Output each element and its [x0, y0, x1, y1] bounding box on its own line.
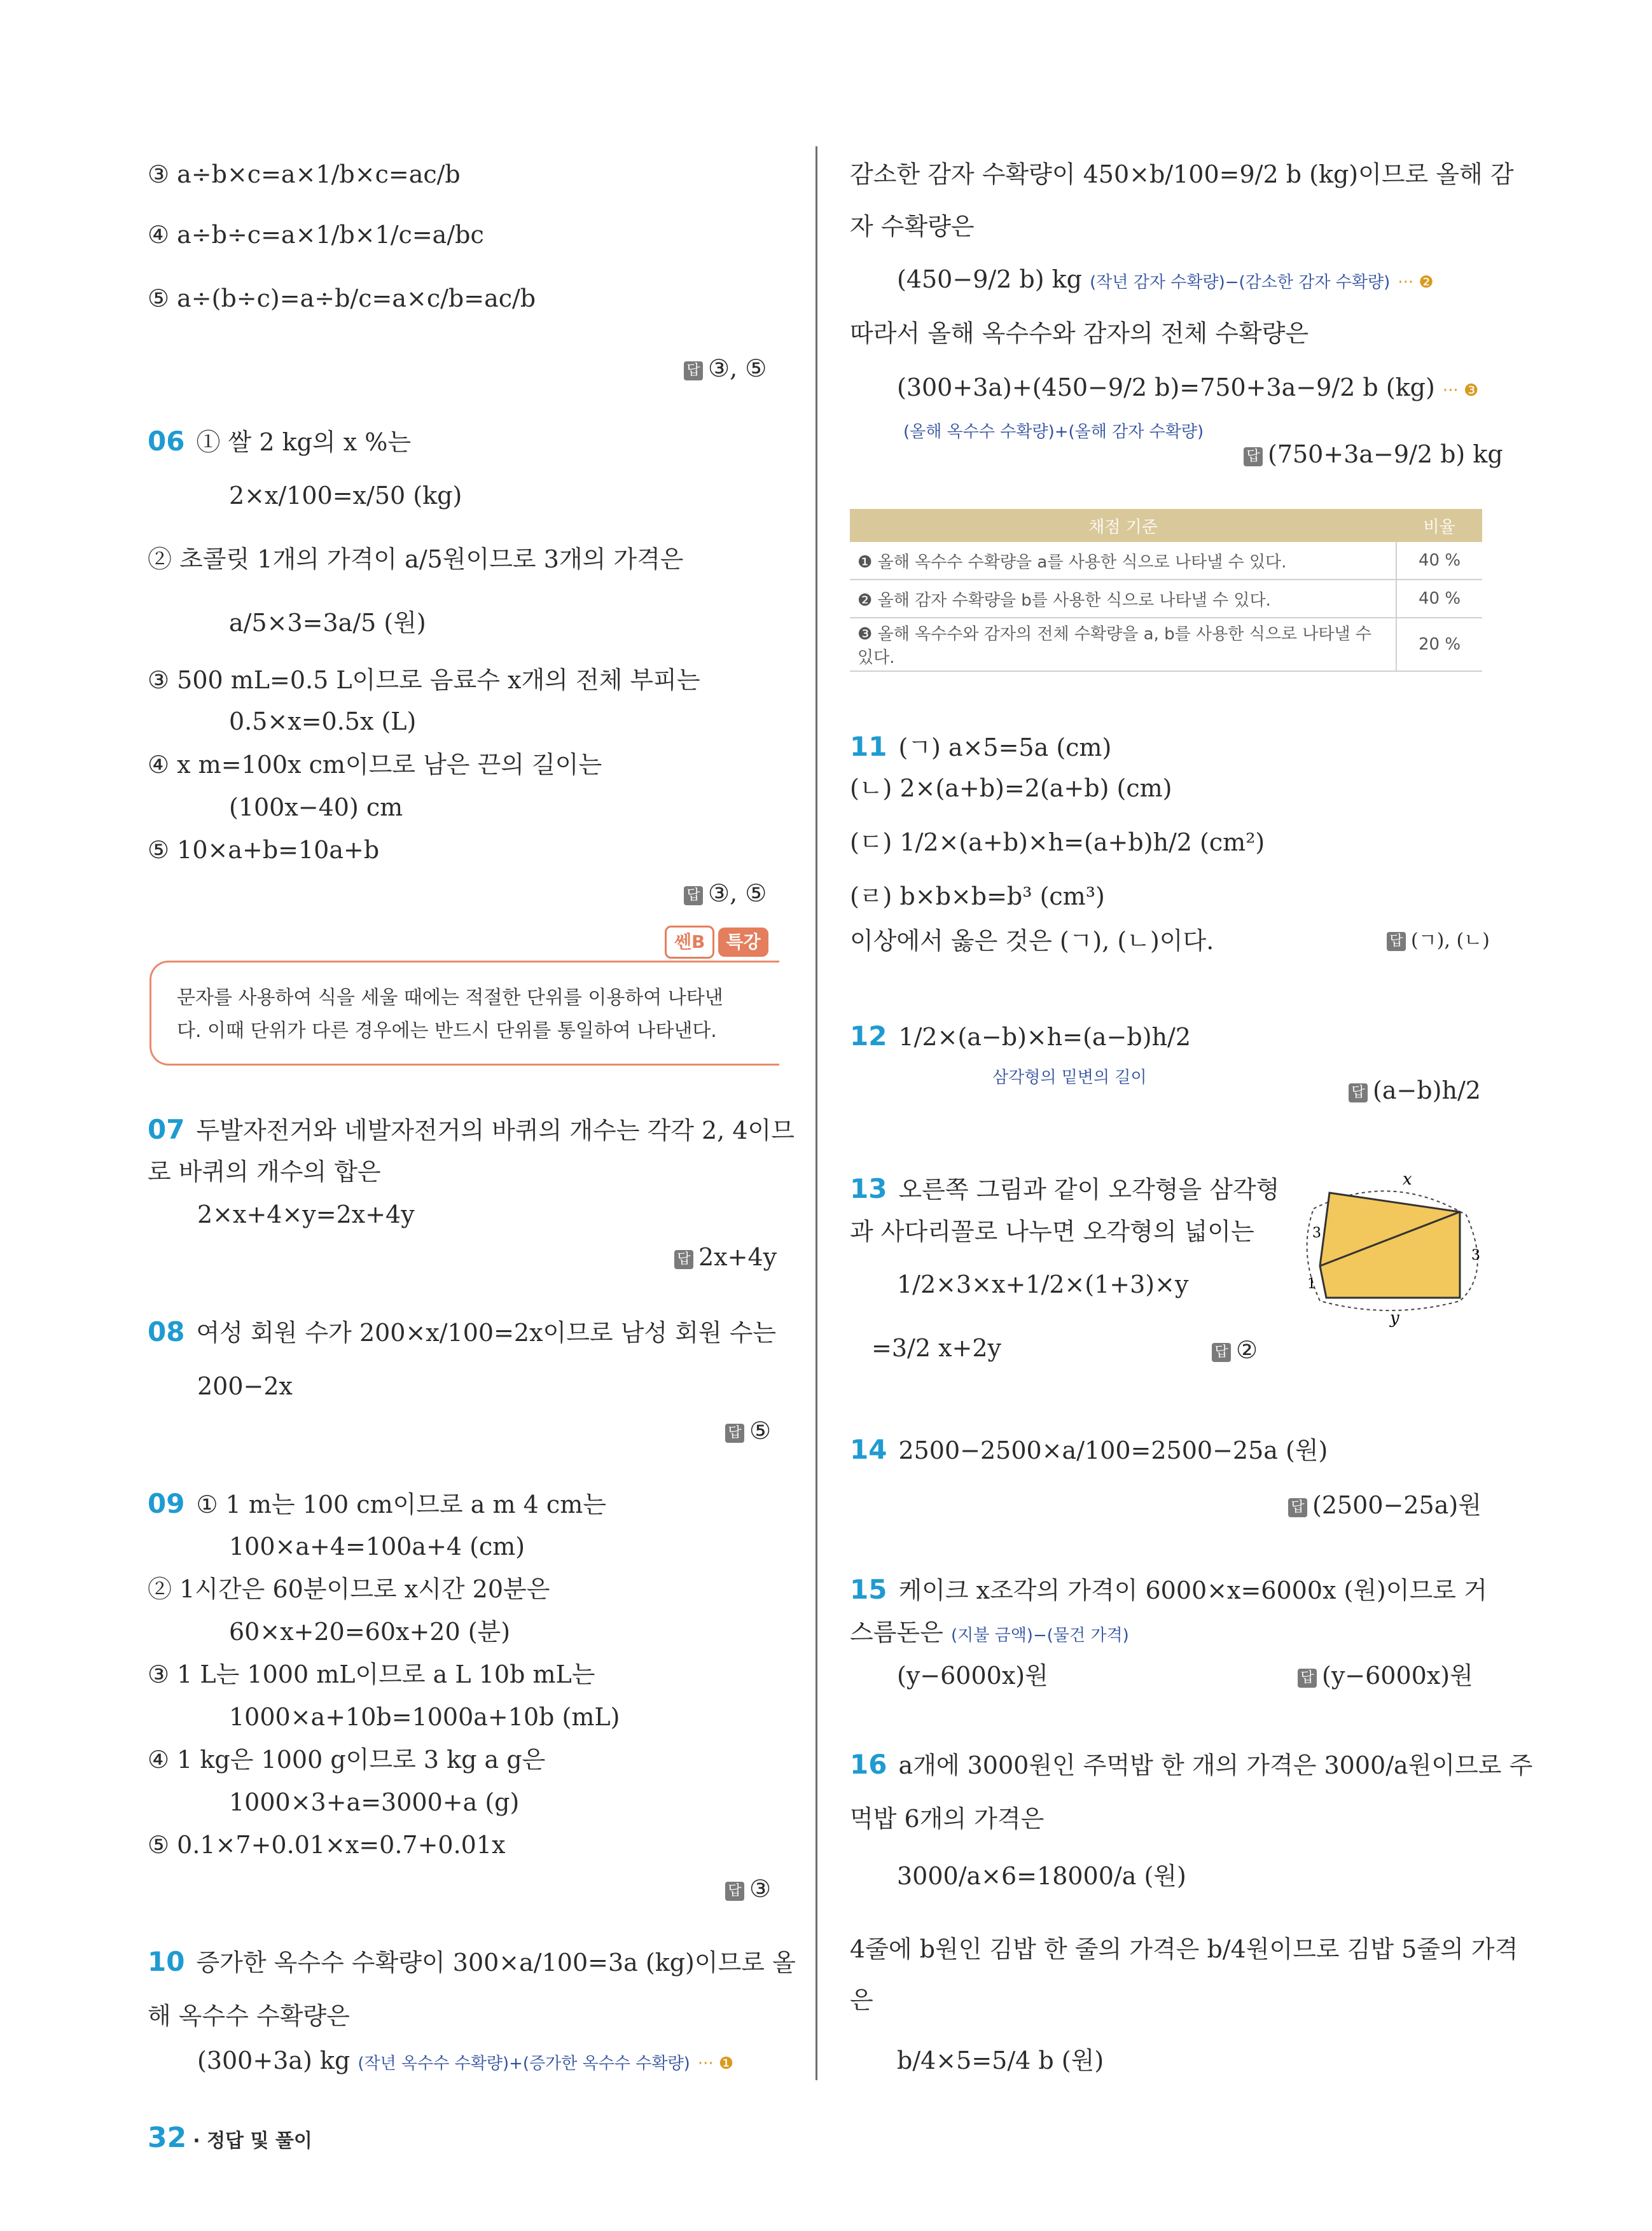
annotation-note: (작년 감자 수확량)−(감소한 감자 수확량) [1090, 273, 1391, 292]
footer-title: · 정답 및 풀이 [193, 2130, 312, 2152]
solution-line: 2×x+4×y=2x+4y [197, 1200, 415, 1228]
annotation-note: (작년 옥수수 수확량)+(증가한 옥수수 수확량) [357, 2054, 690, 2073]
problem-14 [850, 1435, 1328, 1466]
answer-icon: 답 [1298, 1669, 1317, 1688]
table-row [850, 618, 1482, 671]
table-cell: ❸ 올해 옥수수와 감자의 전체 수확량을 a, b를 사용한 식으로 나타낼 수 있다. [850, 618, 1396, 671]
answer-text: (2500−25a)원 [1312, 1491, 1482, 1519]
problem-number: 06 [148, 426, 185, 457]
page-number: 32 [148, 2122, 187, 2154]
solution-line: (y−6000x)원 [897, 1662, 1048, 1690]
answer-icon: 답 [1212, 1343, 1231, 1362]
solution-text: (ㄱ) a×5=5a (cm) [898, 733, 1112, 761]
column-divider [816, 146, 817, 2080]
table-cell: 40 % [1396, 580, 1482, 618]
solution-text: ① 쌀 2 kg의 x %는 [196, 428, 412, 456]
answer [1212, 1335, 1258, 1365]
solution-line: ⑤ 0.1×7+0.01×x=0.7+0.01x [148, 1831, 506, 1859]
solution-line: (ㄷ) 1/2×(a+b)×h=(a+b)h/2 (cm²) [850, 828, 1265, 856]
tip-box [149, 961, 779, 1066]
tip-badge [665, 926, 768, 955]
answer [1298, 1660, 1473, 1691]
answer-text: ③, ⑤ [708, 354, 767, 382]
solution-line: 로 바퀴의 개수의 합은 [148, 1158, 381, 1186]
problem-08 [148, 1317, 776, 1348]
tip-text: 문자를 사용하여 식을 세울 때에는 적절한 단위를 이용하여 나타낸 [177, 987, 723, 1009]
tip-text: 다. 이때 단위가 다른 경우에는 반드시 단위를 통일하여 나타낸다. [177, 1020, 717, 1042]
problem-06 [148, 426, 411, 457]
problem-number: 13 [850, 1173, 887, 1204]
problem-number: 10 [148, 1946, 185, 1977]
page-footer [148, 2122, 312, 2154]
answer [725, 1415, 771, 1446]
answer-text: (ㄱ), (ㄴ) [1411, 929, 1490, 952]
solution-line: 60×x+20=60x+20 (분) [229, 1618, 511, 1646]
solution-text: 오른쪽 그림과 같이 오각형을 삼각형 [898, 1176, 1280, 1204]
solution-line: 자 수확량은 [850, 212, 975, 240]
grading-table [850, 509, 1482, 672]
answer-icon: 답 [1244, 447, 1263, 466]
solution-line: 2×x/100=x/50 (kg) [229, 482, 462, 510]
step-marker: ··· ❶ [697, 2054, 734, 2073]
solution-text: 2500−2500×a/100=2500−25a (원) [898, 1436, 1328, 1464]
solution-line: ③ 1 L는 1000 mL이므로 a L 10b mL는 [148, 1660, 595, 1688]
problem-11 [850, 732, 1111, 763]
solution-line: ③ 500 mL=0.5 L이므로 음료수 x개의 전체 부피는 [148, 666, 700, 694]
answer [674, 1242, 777, 1272]
solution-line: ④ a÷b÷c=a×1/b×1/c=a/bc [148, 221, 484, 249]
answer [1387, 926, 1490, 956]
expression: (450−9/2 b) kg [897, 265, 1083, 293]
answer [1244, 439, 1503, 469]
pentagon-shape [1320, 1193, 1460, 1298]
solution-line: =3/2 x+2y [871, 1334, 1001, 1362]
answer [684, 353, 767, 384]
table-header: 채점 기준 [850, 509, 1396, 542]
answer-icon: 답 [1349, 1083, 1368, 1102]
solution-line [197, 2045, 733, 2079]
solution-line: 해 옥수수 수확량은 [148, 2002, 350, 2030]
step-marker: ··· ❸ [1442, 381, 1479, 400]
problem-16 [850, 1749, 1532, 1781]
label-1: 1 [1307, 1276, 1316, 1292]
solution-line: ② 1시간은 60분이므로 x시간 20분은 [148, 1575, 550, 1603]
problem-number: 12 [850, 1020, 887, 1052]
table-cell: ❷ 올해 감자 수확량을 b를 사용한 식으로 나타낼 수 있다. [850, 580, 1396, 618]
answer-text: (a−b)h/2 [1373, 1076, 1481, 1104]
step-marker: ··· ❷ [1398, 273, 1434, 292]
problem-07 [148, 1115, 795, 1146]
solution-line: 200−2x [197, 1372, 293, 1400]
solution-line: ③ a÷b×c=a×1/b×c=ac/b [148, 160, 461, 188]
table-header: 비율 [1396, 509, 1482, 542]
solution-line: 은 [850, 1986, 873, 2014]
solution-line: (ㄹ) b×b×b=b³ (cm³) [850, 882, 1105, 910]
problem-15 [850, 1574, 1487, 1606]
answer-text: (y−6000x)원 [1322, 1662, 1473, 1690]
answer-text: ③, ⑤ [708, 879, 767, 907]
solution-text: 1/2×(a−b)×h=(a−b)h/2 [898, 1023, 1191, 1051]
annotation-note: 삼각형의 밑변의 길이 [992, 1068, 1147, 1087]
solution-line [897, 372, 1478, 406]
annotation-note: (올해 옥수수 수확량)+(올해 감자 수확량) [903, 422, 1204, 441]
solution-text: a개에 3000원인 주먹밥 한 개의 가격은 3000/a원이므로 주 [898, 1751, 1533, 1779]
table-row [850, 542, 1482, 580]
solution-line: a/5×3=3a/5 (원) [229, 609, 426, 637]
solution-text: 두발자전거와 네발자전거의 바퀴의 개수는 각각 2, 4이므 [196, 1116, 795, 1144]
annotation-note: (지불 금액)−(물건 가격) [950, 1626, 1129, 1645]
answer-icon: 답 [725, 1882, 744, 1901]
solution-line [897, 264, 1434, 298]
problem-09 [148, 1489, 606, 1520]
answer-text: ② [1236, 1336, 1258, 1364]
solution-text: 케이크 x조각의 가격이 6000×x=6000x (원)이므로 거 [898, 1576, 1487, 1604]
table-cell: 40 % [1396, 542, 1482, 580]
problem-number: 11 [850, 731, 887, 762]
tip-badge-label: 쎈B [665, 926, 714, 959]
problem-number: 07 [148, 1114, 185, 1145]
solution-line [903, 414, 1204, 447]
solution-line: ④ x m=100x cm이므로 남은 끈의 길이는 [148, 751, 602, 779]
solution-line: 감소한 감자 수확량이 450×b/100=9/2 b (kg)이므로 올해 감 [850, 160, 1514, 188]
solution-line [850, 1617, 1129, 1651]
expression: (300+3a) kg [197, 2047, 351, 2075]
solution-line: 1000×3+a=3000+a (g) [229, 1788, 520, 1816]
solution-line: ④ 1 kg은 1000 g이므로 3 kg a g은 [148, 1746, 546, 1774]
pentagon-figure [1301, 1171, 1485, 1330]
solution-text: ① 1 m는 100 cm이므로 a m 4 cm는 [196, 1491, 606, 1519]
table-row [850, 580, 1482, 618]
label-x: x [1403, 1171, 1412, 1189]
problem-13 [850, 1174, 1279, 1205]
answer-icon: 답 [684, 886, 703, 905]
table-cell: 20 % [1396, 618, 1482, 671]
tip-badge-label: 특강 [718, 928, 768, 957]
problem-number: 16 [850, 1749, 887, 1780]
answer [725, 1873, 771, 1904]
solution-line: 4줄에 b원인 김밥 한 줄의 가격은 b/4원이므로 김밥 5줄의 가격 [850, 1935, 1518, 1963]
answer-text: ⑤ [749, 1417, 772, 1445]
answer-text: ③ [749, 1875, 772, 1903]
solution-line: 3000/a×6=18000/a (원) [897, 1862, 1186, 1890]
problem-12 [850, 1021, 1191, 1052]
problem-10 [148, 1947, 796, 1978]
solution-line: ② 초콜릿 1개의 가격이 a/5원이므로 3개의 가격은 [148, 545, 684, 573]
answer [684, 878, 767, 908]
solution-line: (ㄴ) 2×(a+b)=2(a+b) (cm) [850, 774, 1172, 802]
answer [1288, 1490, 1482, 1520]
table-cell: ❶ 올해 옥수수 수확량을 a를 사용한 식으로 나타낼 수 있다. [850, 542, 1396, 580]
solution-line: ⑤ a÷(b÷c)=a÷b/c=a×c/b=ac/b [148, 284, 536, 312]
solution-line: b/4×5=5/4 b (원) [897, 2047, 1104, 2075]
solution-line [992, 1059, 1147, 1093]
problem-number: 08 [148, 1316, 185, 1347]
expression: 스름돈은 [850, 1618, 943, 1646]
solution-line: 먹밥 6개의 가격은 [850, 1805, 1045, 1833]
solution-line: 1/2×3×x+1/2×(1+3)×y [897, 1270, 1189, 1298]
answer-text: (750+3a−9/2 b) kg [1268, 440, 1503, 468]
answer-icon: 답 [1288, 1498, 1307, 1517]
answer-icon: 답 [674, 1250, 693, 1269]
answer-text: 2x+4y [698, 1243, 777, 1271]
solution-line: 과 사다리꼴로 나누면 오각형의 넓이는 [850, 1218, 1254, 1246]
answer [1349, 1075, 1481, 1106]
label-3-right: 3 [1471, 1248, 1480, 1263]
solution-line: 이상에서 옳은 것은 (ㄱ), (ㄴ)이다. [850, 927, 1214, 955]
problem-number: 09 [148, 1488, 185, 1519]
solution-line: 0.5×x=0.5x (L) [229, 707, 417, 735]
answer-icon: 답 [1387, 932, 1406, 951]
solution-text: 증가한 옥수수 수확량이 300×a/100=3a (kg)이므로 올 [196, 1949, 796, 1977]
solution-text: 여성 회원 수가 200×x/100=2x이므로 남성 회원 수는 [196, 1319, 777, 1347]
solution-line: (100x−40) cm [229, 793, 403, 821]
expression: (300+3a)+(450−9/2 b)=750+3a−9/2 b (kg) [897, 373, 1435, 401]
answer-icon: 답 [725, 1424, 744, 1443]
answer-icon: 답 [684, 361, 703, 380]
label-y: y [1390, 1309, 1399, 1328]
problem-number: 14 [850, 1434, 887, 1465]
label-3-left: 3 [1312, 1225, 1321, 1241]
solution-line: 따라서 올해 옥수수와 감자의 전체 수확량은 [850, 319, 1309, 347]
solution-line: 1000×a+10b=1000a+10b (mL) [229, 1703, 620, 1731]
problem-number: 15 [850, 1574, 887, 1605]
solution-line: ⑤ 10×a+b=10a+b [148, 836, 380, 864]
solution-line: 100×a+4=100a+4 (cm) [229, 1533, 525, 1560]
